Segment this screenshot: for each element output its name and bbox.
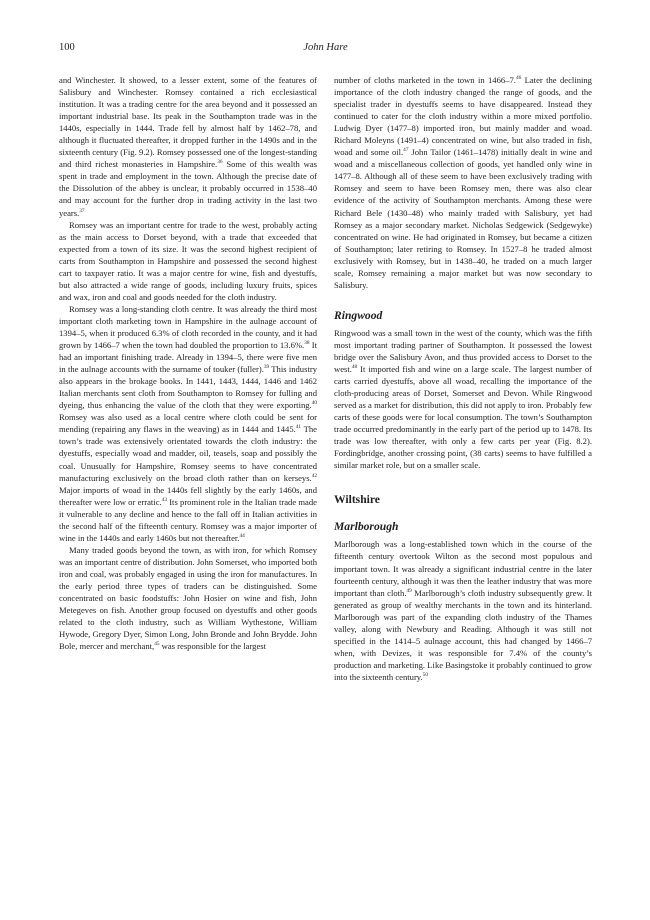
section-heading-marlborough: Marlborough	[334, 520, 399, 534]
running-head-author: John Hare	[303, 42, 348, 53]
paragraph: number of cloths marketed in the town in 1466–7.46 Later the declining importance of the cloth industry changed the range of goods, and the specialist trader in dyestuffs seems to have disappeared. Instead they continued to cater for the cloth industry within a more mixed portfolio. Ludwig Dyer (1477–8) imported iron, but mainly madder and woad. Richard Moleyns (1491–4) concentrated on wine, but also traded in fish, woad and some oil.$^{47}$ John Tailor (1461–1478) initially dealt in wine and woad and a miscellaneous collection of goods, yet handled only wine in 1477–8. Although all of these seem to have been exclusively trading with Romsey and seem to have been Romsey men, there was also clear evidence of the activity of Southampton merchants. Among these were Richard Bele (1430–48) who mainly traded with Salisbury, yet had Romsey as a major secondary market. Nicholas Sedgewick (Sedgewyke) concentrated on wine. He had originated in Romsey, but became a citizen of Southampton; later retiring to Romsey. In 1527–8 he traded almost exclusively with Romsey, but in 1438–40, he traded on a much larger scale, Romsey remaining a major market but was now secondary to Salisbury.	[334, 75, 592, 290]
section-heading-wiltshire: Wiltshire	[334, 493, 380, 507]
left-column	[59, 74, 317, 683]
paragraph: and Winchester. It showed, to a lesser extent, some of the features of Salisbury and Winchester. Romsey contained a rich ecclesiastical institution. It was a trading centre for the area beyond and it possessed an important industrial base. Its peak in the Southampton trade was in the 1440s, especially in 1444. Trade fell by almost half by 1462–78, and although it fluctuated thereafter, it dropped further in the 1490s and in the sixteenth century (Fig. 9.2). Romsey possessed one of the longest-standing and third richest monasteries in Hampshire.$^{36}$ Some of this wealth was spent in trade and employment in the town. Although the precise date of the Dissolution of the abbey is unclear, it probably occurred in 1538–40 and may account for the further drop in trading activity in the last two years.$^{37}$	[59, 75, 317, 218]
text-columns	[59, 74, 592, 683]
page-number: 100	[59, 42, 75, 53]
paragraph: Ringwood was a small town in the west of the county, which was the fifth most important trading partner of Southampton. It possessed the lowest bridge over the Salisbury Avon, and thus provided access to Dorset to the west.$^{48}$ It imported fish and wine on a large scale. The largest number of carts carried dyestuffs, above all woad, recalling the importance of the cloth-producing areas of Dorset, Somerset and Devon. While Ringwood served as a market for distribution, this did not apply to iron. Probably few carts of these goods were for local consumption. The town’s Southampton trade occurred predominantly in the early part of the period up to 1478. Its trade was low thereafter, with only a few carts per year (Fig. 8.2). Fordingbridge, another crossing point, (38 carts) seems to have fulfilled a similar market role, but on a smaller scale.	[334, 327, 592, 471]
paragraph: Many traded goods beyond the town, as with iron, for which Romsey was an important centre of distribution. John Somerset, who imported both iron and coal, was probably engaged in using the iron for manufactures. In the early period three types of traders can be distinguished. Some concentrated on basic foodstuffs: John Hosier on wine and fish, John Metegeves on fish. Another group focused on dyestuffs and other goods related to the cloth industry, such as William Wythestone, William Hywode, Gregory Dyer, Simon Long, John Bronde and John Brydde. John Bole, mercer and merchant,$^{45}$ was responsible for the largest	[59, 544, 317, 652]
section-heading-ringwood: Ringwood	[334, 308, 383, 322]
page-header	[59, 42, 592, 58]
paragraph: Romsey was a long-standing cloth centre. It was already the third most important cloth marketing town in Hampshire in the aulnage account of 1394–5, when it produced 6.3% of cloth recorded in the county, and it had grown by 1466–7 when the town had doubled the proportion to 13.6%.$^{38}$ It had an important finishing trade. Already in 1394–5, there were five men in the aulnage accounts with the surname of touker (fuller).$^{39}$ This industry also appears in the brokage books. In 1441, 1443, 1444, 1446 and 1462 Italian merchants sent cloth from Southampton to Romsey for fulling and dyeing, thus enhancing the value of the cloth that they were exporting.$^{40}$ Romsey was also used as a local centre where cloth could be sent for mending (repairing any flaws in the weaving) as in 1444 and 1445.41 The town’s trade was extensively orientated towards the cloth industry: the dyestuffs, especially woad and madder, oil, teasels, soap and possibly the coal. Unusually for Hampshire, Romsey seems to have concentrated manufacturing exclusively on the broad cloth rather than on kerseys.$^{42}$ Major imports of woad in the 1440s fell slightly by the early 1460s, and thereafter were low or erratic.$^{43}$ Its prominent role in the Italian trade made it vulnerable to any decline and hence to the fall off in Italian activities in the second half of the fifteenth century. Romsey was a major importer of wine in the 1440s and early 1460s but not thereafter.$^{44}$	[59, 303, 317, 543]
right-column	[334, 74, 592, 683]
paragraph: Romsey was an important centre for trade to the west, probably acting as the main access to Dorset beyond, with a trade that exceeded that expected from a town of its size. It was the second highest recipient of carts from Southampton in Hampshire and possessed the second highest cart to taxpayer ratio. It was a major centre for wine, fish and dyestuffs, but also attracted a wide range of goods, including luxury fruits, spices and wax, iron and coal and goods needed for the cloth industry.	[59, 219, 317, 302]
paragraph: Marlborough was a long-established town which in the course of the fifteenth century overtook Wilton as the second most populous and important town. It was already a significant industrial centre in the later fourteenth century, although it was then the leather industry that was more important than cloth.$^{49}$ Marlborough’s cloth industry subsequently grew. It generated as group of wealthy merchants in the town and its hinterland. Marlborough was part of the expanding cloth industry of the Thames valley, along with Newbury and Reading. Although it was still not specified in the 1414–5 aulnage account, this had changed by 1466–7 when, with Devizes, it was responsible for 7.4% of the county’s production and marketing. Like Basingstoke it probably continued to grow into the sixteenth century.$^{50}$	[334, 539, 592, 682]
